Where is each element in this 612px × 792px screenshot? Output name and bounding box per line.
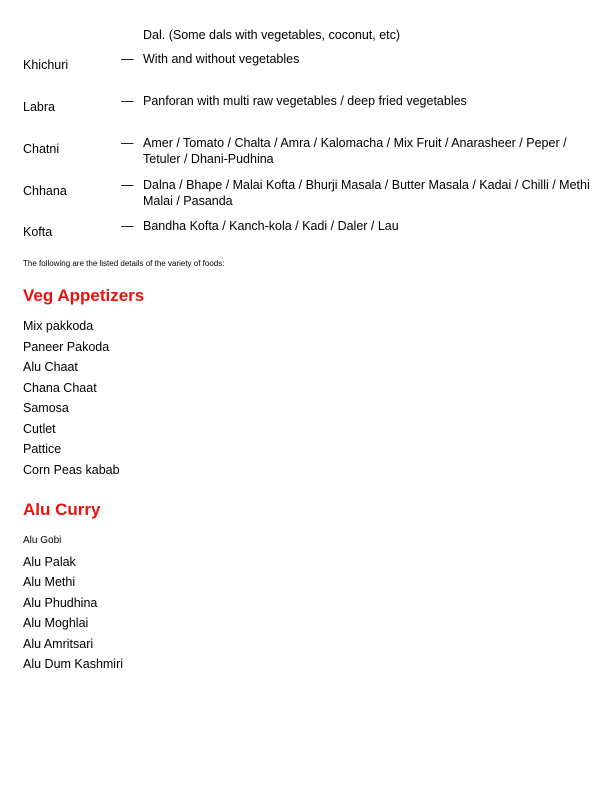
definition-description: With and without vegetables [143,52,300,66]
list-item: Corn Peas kabab [23,462,120,477]
list-item: Alu Phudhina [23,595,98,610]
list-item: Alu Gobi [23,535,62,546]
definition-dash: — [121,178,134,192]
list-item: Alu Moghlai [23,616,89,630]
definition-description: Dalna / Bhape / Malai Kofta / Bhurji Masala / Butter Masala / Kadai / Chilli / Methi Malai / Pasanda [143,178,590,208]
list-item: Chana Chaat [23,380,97,395]
alu-curry-heading: Alu Curry [23,500,101,519]
dal-description: Dal. (Some dals with vegetables, coconut, etc) [143,28,401,42]
definition-description: Panforan with multi raw vegetables / deep fried vegetables [143,94,467,108]
list-item: Paneer Pakoda [23,339,110,354]
list-item: Mix pakkoda [23,319,94,333]
list-item: Samosa [23,401,69,415]
definition-dash: — [121,52,134,66]
definition-term: Khichuri [23,58,69,72]
intro-text: The following are the listed details of the variety of foods: [23,259,225,268]
list-item: Alu Methi [23,575,76,589]
definition-dash: — [121,219,134,233]
definition-dash: — [121,94,134,108]
list-item: Alu Palak [23,554,76,569]
definition-dash: — [121,136,134,150]
list-item: Cutlet [23,421,56,436]
definition-description: Bandha Kofta / Kanch-kola / Kadi / Daler / Lau [143,219,399,233]
veg-appetizers-list [23,316,120,480]
list-item: Pattice [23,442,62,456]
list-item: Alu Amritsari [23,636,94,651]
veg-appetizers-heading: Veg Appetizers [23,286,145,305]
alu-curry-list [23,531,123,675]
list-item: Alu Chaat [23,360,78,374]
definition-term: Kofta [23,225,53,239]
list-item: Alu Dum Kashmiri [23,657,124,671]
definition-description: Amer / Tomato / Chalta / Amra / Kalomacha / Mix Fruit / Anarasheer / Peper / Tetuler / Dhani-Pudhina [143,136,567,166]
definition-term: Chatni [23,142,60,156]
definition-term: Labra [23,100,55,114]
definition-term: Chhana [23,184,67,198]
